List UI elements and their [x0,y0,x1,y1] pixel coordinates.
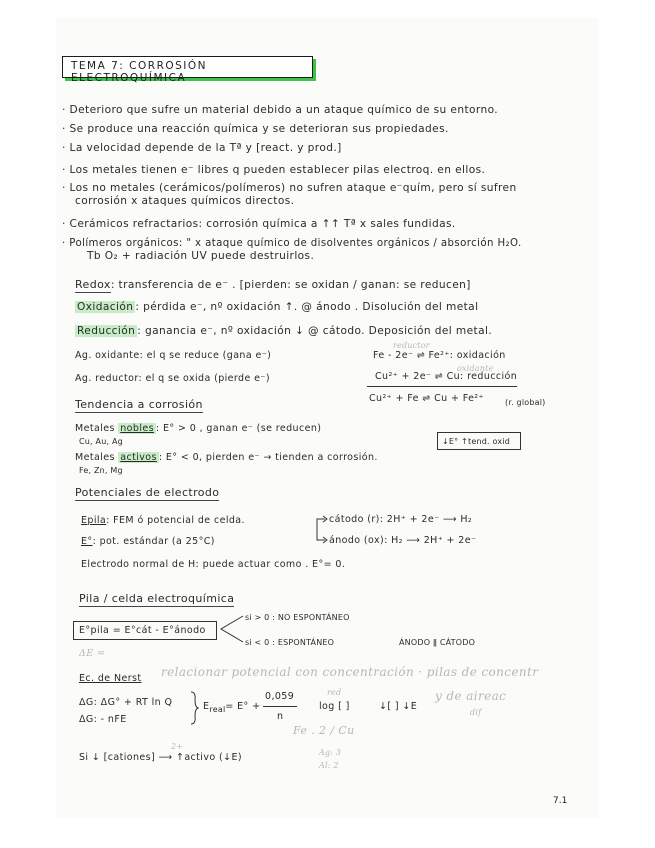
anodo-catodo: ÁNODO ǁ CÁTODO [399,638,476,647]
eq-global: Cu²⁺ + Fe ⇌ Cu + Fe²⁺ [369,393,484,404]
pila-angle-bracket [217,614,245,644]
eq2: Cu²⁺ + 2e⁻ ⇌ Cu [375,371,461,382]
bullet-5-cont: corrosión x ataques químicos directos. [75,195,295,207]
potenciales-heading-wrap [75,486,219,500]
eq1-label: : oxidación [449,350,506,361]
bullet-7: · Polímeros orgánicos: " x ataque químico de disolventes orgánicos / absorción H₂O. [62,238,522,249]
dg-eq1: ΔG: ΔG° + RT ln Q [79,697,173,708]
eq-global-label: (r. global) [505,398,546,407]
frac-den: n [277,711,284,722]
eq1: Fe - 2e⁻ ⇌ Fe²⁺ [373,350,450,361]
faint-al: Al: 2 [319,761,339,770]
pila-formula: E°pila = E°cát - E°ánodo [79,625,206,636]
oxidacion-label: Oxidación [77,301,134,313]
faint-red: red [327,688,342,697]
eq2-note: oxidante [457,364,494,373]
cationes-line: Si ↓ [cationes] ⟶ ↑activo (↓E) [79,752,242,763]
eo-text: : pot. estándar (a 25°C) [92,536,215,547]
tendency-box [437,432,521,450]
dg-eq2: ΔG: - nFE [79,714,127,725]
bullet-2: · Se produce una reacción química y se deterioran sus propiedades. [62,123,449,135]
nobles-pre: Metales [75,423,115,434]
potenciales-heading: Potenciales de electrodo [75,486,220,499]
page-title: TEMA 7: CORROSIÓN ELECTROQUÍMICA [71,60,208,84]
faint-fe: Fe . 2 / Cu [293,724,355,737]
tendencia-heading: Tendencia a corrosión [75,398,203,411]
activos-examples: Fe, Zn, Mg [79,466,123,475]
bullet-5: · Los no metales (cerámicos/polímeros) no sufren ataque e⁻quím, pero sí sufren [62,182,517,194]
nernst-arrows: ↓[ ] ↓E [379,701,418,712]
eq1-line [373,349,506,362]
nobles-line [75,422,321,435]
redox-heading-line [75,278,471,292]
nernst-label [79,672,142,685]
e-eq: = E° + [225,701,261,712]
tendency-box-text: ↓E° ↑tend. oxid [442,437,510,446]
nobles-word: nobles [120,423,154,434]
catodo-reaction: cátodo (r): 2H⁺ + 2e⁻ ⟶ H₂ [329,514,473,525]
activos-pre: Metales [75,452,115,463]
oxidacion-line [75,301,478,314]
epila-label: Epila [81,515,107,526]
tendencia-heading-wrap [75,398,203,412]
faint-2plus: 2+ [171,742,184,751]
faint-ag: Ag: 3 [319,748,342,757]
e-real-line [203,700,261,716]
oxidacion-text: : pérdida e⁻, nº oxidación ↑. @ ánodo . Disolución del metal [135,301,479,313]
frac-line [263,706,297,707]
reduccion-label: Reducción [77,325,136,337]
bullet-4: · Los metales tienen e⁻ libres q pueden establecer pilas electroq. en ellos. [62,164,486,176]
bullet-7-cont: Tb O₂ + radiación UV puede destruirlos. [87,250,315,262]
nernst-label-text: Ec. de Nerst [79,673,142,684]
pila-heading-wrap [79,592,234,606]
notebook-page [57,18,598,818]
log-term: log [ ] [319,701,350,712]
bullet-3: · La velocidad depende de la Tª y [react. y prod.] [62,142,342,154]
redox-definition: : transferencia de e⁻ . [pierden: se oxidan / ganan: se reducen] [110,279,471,291]
nobles-text: : E° > 0 , ganan e⁻ (se reducen) [155,423,322,434]
pila-heading: Pila / celda electroquímica [79,592,235,605]
activos-text: : E° < 0, pierden e⁻ → tienden a corrosión. [158,452,378,463]
redox-heading: Redox [75,278,111,291]
eq2-label: : reducción [460,371,518,382]
e-real: E [203,701,210,712]
epila-line [81,514,245,527]
eq1-note: reductor [393,341,430,350]
ag-oxidante: Ag. oxidante: el q se reduce (gana e⁻) [75,350,272,361]
reduccion-text: : ganancia e⁻, nº oxidación ↓ @ cátodo. Deposición del metal. [137,325,493,337]
electrodo-normal: Electrodo normal de H: puede actuar como . E°= 0. [81,559,346,570]
eo-label: E° [81,536,93,547]
bullet-1: · Deterioro que sufre un material debido a un ataque químico de su entorno. [62,104,499,116]
delta-e: ΔE = [79,648,106,659]
anodo-reaction: ánodo (ox): H₂ ⟶ 2H⁺ + 2e⁻ [329,535,477,546]
page-number: 7.1 [553,796,568,806]
no-espontaneo: si > 0 : NO ESPONTÁNEO [245,613,350,622]
nernst-faint-line2b: dif [470,708,482,717]
frac-num: 0,059 [265,691,295,702]
nernst-faint-line2: y de aireac [435,689,507,703]
e-real-sub: real [209,704,226,714]
eo-line [81,535,215,548]
espontaneo: si < 0 : ESPONTÁNEO [245,638,335,647]
reduccion-line [75,325,492,338]
bullet-6: · Cerámicos refractarios: corrosión química a ↑↑ Tª x sales fundidas. [62,218,456,230]
pila-formula-box [73,621,217,640]
epila-text: : FEM ó potencial de celda. [106,515,245,526]
title-box [62,56,313,84]
activos-word: activos [120,452,157,463]
ag-reductor: Ag. reductor: el q se oxida (pierde e⁻) [75,373,270,384]
equation-sum-line [367,386,517,387]
nernst-brace [189,690,199,726]
nobles-examples: Cu, Au, Ag [79,437,123,446]
activos-line [75,451,378,464]
nernst-faint-line1: relacionar potencial con concentración · pilas de concentr [161,665,539,679]
eq2-line [375,370,517,383]
